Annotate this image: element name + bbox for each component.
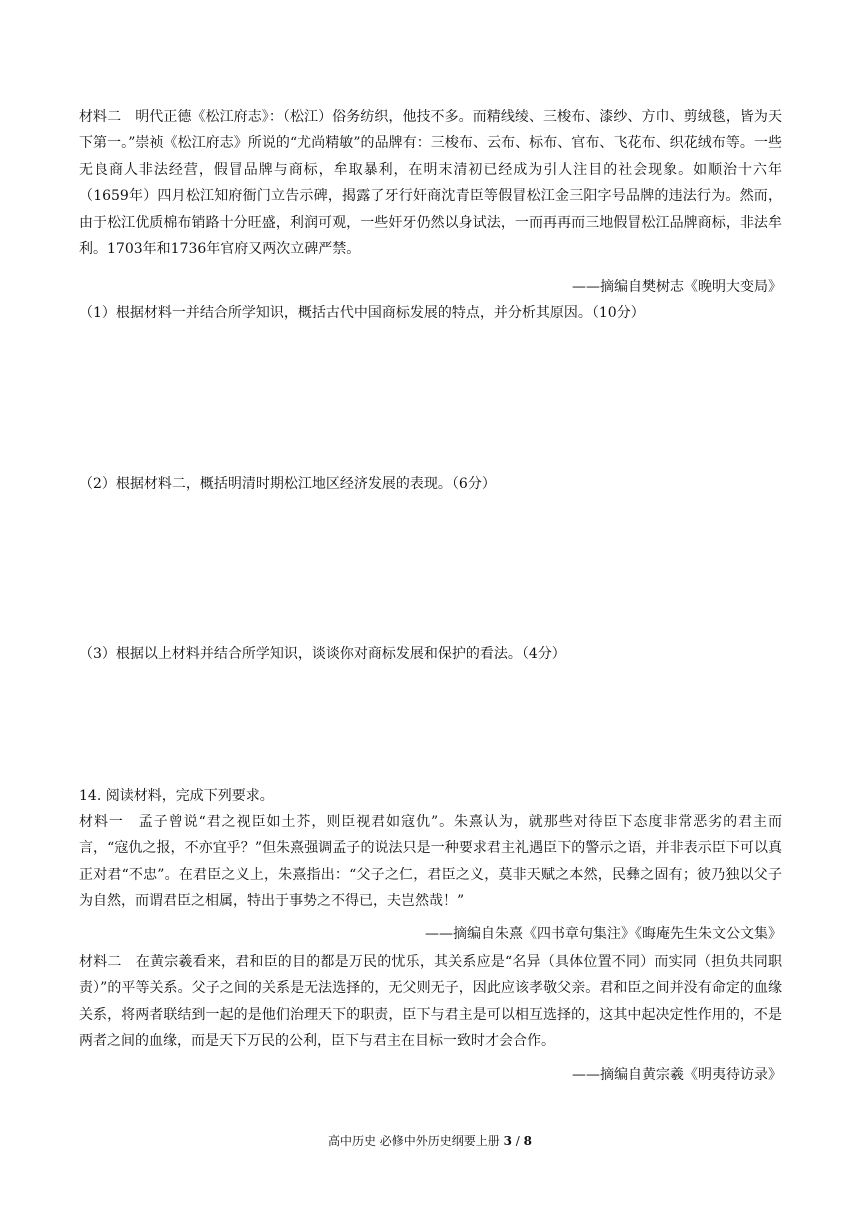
page-footer <box>0 1132 860 1150</box>
question-3: （3）根据以上材料并结合所学知识，谈谈你对商标发展和保护的看法。（4分） <box>79 646 566 662</box>
question-1: （1）根据材料一并结合所学知识，概括古代中国商标发展的特点，并分析其原因。（10分） <box>79 305 645 321</box>
material-2-songjiang: 材料二 明代正德《松江府志》：（松江）俗务纺织，他技不多。而精线绫、三梭布、漆纱、方巾、剪绒毯，皆为天下第一。”崇祯《松江府志》所说的“尤尚精敏”的品牌有：三梭布、云布、标布、官布、飞花布、织花绒布等。一些无良商人非法经营，假冒品牌与商标，牟取暴利，在明末清初已经成为引人注目的社会现象。如顺治十六年（1659年）四月松江知府衙门立告示碑，揭露了牙行奸商沈青臣等假冒松江金三阳字号品牌的违法行为。然而，由于松江优质棉布销路十分旺盛，利润可观，一些奸牙仍然以身试法，一而再再而三地假冒松江品牌商标，非法牟利。1703年和1736年官府又两次立碑严禁。 <box>79 109 782 258</box>
question-2: （2）根据材料二，概括明清时期松江地区经济发展的表现。（6分） <box>79 476 496 492</box>
citation-zhuxi: ——摘编自朱熹《四书章句集注》《晦庵先生朱文公文集》 <box>425 926 782 942</box>
question-14-heading: 14. 阅读材料，完成下列要求。 <box>79 788 274 804</box>
material-1-zhuxi: 材料一 孟子曾说“君之视臣如土芥，则臣视君如寇仇”。朱熹认为，就那些对待臣下态度非常恶劣的君主而言，“寇仇之报，不亦宜乎？”但朱熹强调孟子的说法只是一种要求君主礼遇臣下的警示之语，并非表示臣下可以真正对君“不忠”。在君臣之义上，朱熹指出：“父子之仁，君臣之义，莫非天赋之本然，民彝之固有；彼乃独以父子为自然，而谓君臣之相属，特出于事势之不得已，夫岂然哉！” <box>79 814 782 910</box>
citation-fan-shuzhi: ——摘编自樊树志《晚明大变局》 <box>572 279 782 295</box>
material-2-huang-zongxi: 材料二 在黄宗羲看来，君和臣的目的都是万民的忧乐，其关系应是“名异（具体位置不同）而实同（担负共同职责）”的平等关系。父子之间的关系是无法选择的，无父则无子，因此应该孝敬父亲。君和臣之间并没有命定的血缘关系，将两者联结到一起的是他们治理天下的职责，臣下与君主是可以相互选择的，这其中起决定性作用的，不是两者之间的血缘，而是天下万民的公利，臣下与君主在目标一致时才会合作。 <box>79 954 782 1050</box>
page-separator: / <box>511 1134 524 1148</box>
footer-text: 高中历史 必修中外历史纲要上册 <box>327 1134 504 1148</box>
page-total: 8 <box>523 1134 533 1148</box>
citation-huang-zongxi: ——摘编自黄宗羲《明夷待访录》 <box>572 1067 782 1083</box>
page-current: 3 <box>503 1134 512 1148</box>
